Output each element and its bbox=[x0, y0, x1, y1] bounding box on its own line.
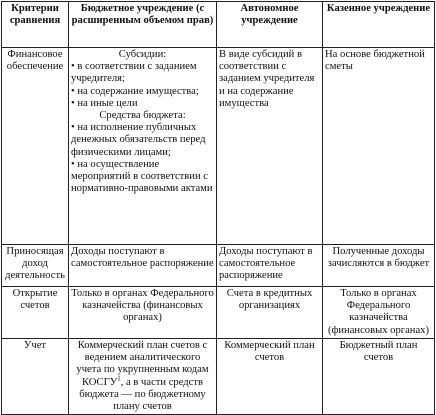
subsidies-title: Субсидии: bbox=[118, 49, 167, 60]
accounting-budget-text-2: , а в части средств бюджета — по бюджетному плану счетов bbox=[79, 376, 206, 413]
cell-accounts-state: Только в органах Федерального казначейства (финансовых органах) bbox=[323, 287, 435, 339]
cell-income-autonomous: Доходы поступают в самостоятельное распоряжение bbox=[217, 245, 323, 287]
table-header-row bbox=[2, 2, 435, 48]
table-row bbox=[2, 245, 435, 287]
list-item: • в соответствии с заданием учредителя; bbox=[71, 61, 197, 85]
list-item: • на исполнение публичных денежных обязательств перед физическими лицами; bbox=[71, 122, 206, 158]
header-criteria: Критерии сравнения bbox=[2, 2, 69, 48]
cell-accounting-budget bbox=[69, 339, 217, 415]
table-row bbox=[2, 48, 435, 245]
row-label-financing: Финансовое обеспечение bbox=[2, 48, 69, 245]
cell-accounting-state: Бюджетный план счетов bbox=[323, 339, 435, 415]
funds-title: Средства бюджета: bbox=[99, 110, 186, 122]
table-row bbox=[2, 287, 435, 339]
list-item: • на осуществление мероприятий в соответствии с нормативно-правовыми актами bbox=[71, 158, 213, 195]
row-label-accounts: Открытие счетов bbox=[2, 287, 69, 339]
comparison-table bbox=[1, 1, 435, 415]
cell-financing-state: На основе бюджетной сметы bbox=[323, 48, 435, 245]
list-item: • на иные цели bbox=[71, 97, 138, 109]
header-budget-institution: Бюджетное учреждение (с расширенным объемом прав) bbox=[69, 2, 217, 48]
header-autonomous-institution: Автономное учреждение bbox=[217, 2, 323, 48]
table-row bbox=[2, 339, 435, 415]
header-state-institution: Казенное учреждение bbox=[323, 2, 435, 48]
cell-income-budget: Доходы поступают в самостоятельное распоряжение bbox=[69, 245, 217, 287]
row-label-accounting: Учет bbox=[2, 339, 69, 415]
cell-accounts-budget: Только в органах Федерального казначейства (финансовых органах) bbox=[69, 287, 217, 339]
footnote-marker: 1 bbox=[117, 374, 121, 383]
list-item: • на содержание имущества; bbox=[71, 85, 199, 97]
cell-financing-autonomous: В виде субсидий в соответствии с заданием учредителя и на содержание имущества bbox=[217, 48, 323, 245]
cell-accounting-autonomous: Коммерческий план счетов bbox=[217, 339, 323, 415]
row-label-income: Приносящая доход деятельность bbox=[2, 245, 69, 287]
accounting-budget-text-1: Коммерческий план счетов с ведением аналитического учета по укрупненным кодам КОСГУ bbox=[76, 340, 209, 388]
cell-financing-budget bbox=[69, 48, 217, 245]
cell-income-state: Полученные доходы зачисляются в бюджет bbox=[323, 245, 435, 287]
cell-accounts-autonomous: Счета в кредитных организациях bbox=[217, 287, 323, 339]
